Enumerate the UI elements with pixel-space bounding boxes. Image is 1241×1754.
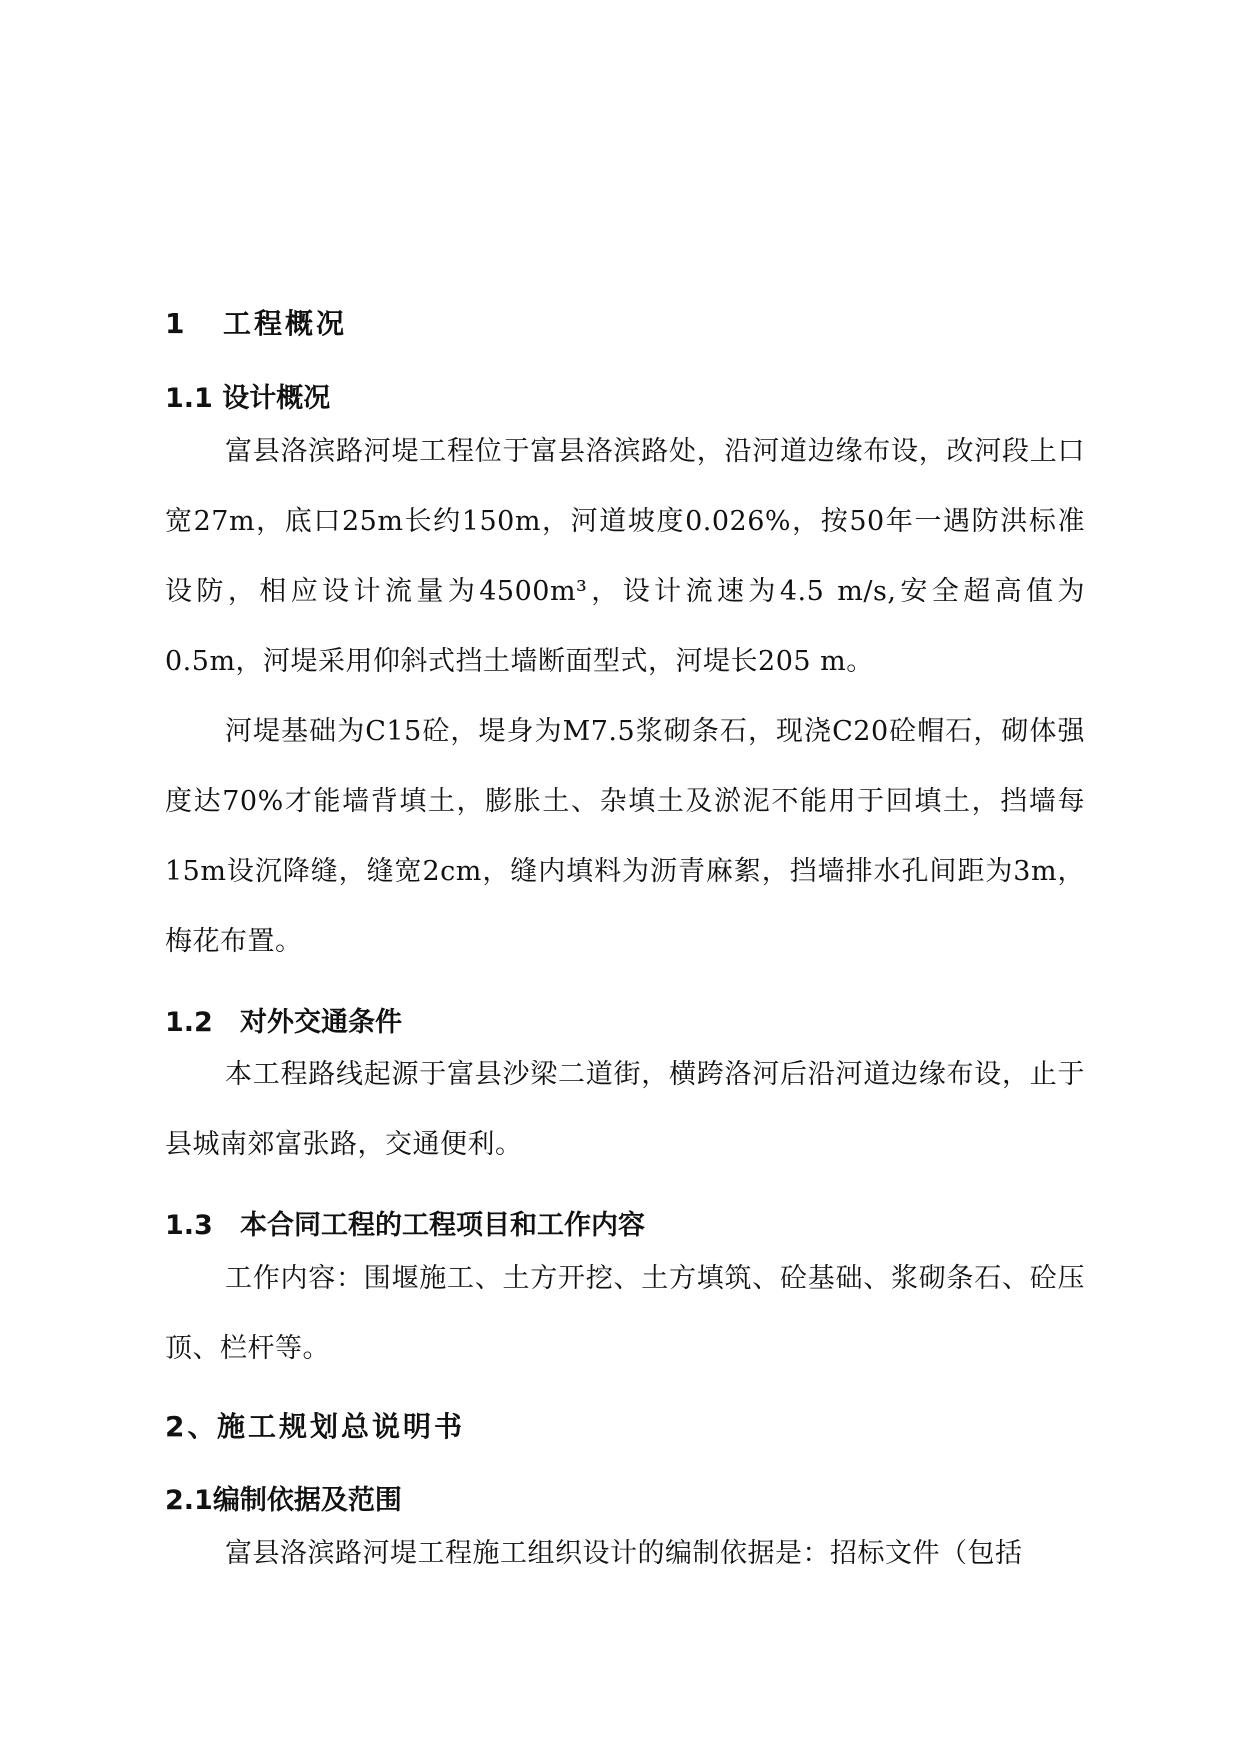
- section-1-1-paragraph-1: 富县洛滨路河堤工程位于富县洛滨路处，沿河道边缘布设，改河段上口宽27m，底口25m长约150m，河道坡度0.026%，按50年一遇防洪标准设防，相应设计流量为4500m³，设计流速为4.5 m/s,安全超高值为0.5m，河堤采用仰斜式挡土墙断面型式，河堤长205 m。: [165, 436, 1085, 677]
- section-1-heading: [165, 302, 1085, 342]
- section-1-2-title: 对外交通条件: [240, 1007, 402, 1038]
- section-2-heading: [165, 1405, 1085, 1445]
- section-1-3-paragraph: 工作内容：围堰施工、土方开挖、土方填筑、砼基础、浆砌条石、砼压顶、栏杆等。: [165, 1263, 1085, 1364]
- section-1-1-heading: 1.1 设计概况: [165, 383, 331, 414]
- section-2-1-paragraph: 富县洛滨路河堤工程施工组织设计的编制依据是：招标文件（包括: [225, 1538, 1023, 1569]
- section-1-1-paragraph-2: 河堤基础为C15砼，堤身为M7.5浆砌条石，现浇C20砼帽石，砌体强度达70%才能墙背填土，膨胀土、杂填土及淤泥不能用于回填土，挡墙每15m设沉降缝，缝宽2cm，缝内填料为沥青麻絮，挡墙排水孔间距为3m，梅花布置。: [165, 716, 1085, 957]
- section-2-1-heading: 2.1编制依据及范围: [165, 1485, 402, 1516]
- section-1-title: 工程概况: [223, 307, 348, 340]
- section-1-3-title: 本合同工程的工程项目和工作内容: [240, 1210, 645, 1241]
- section-1-2-paragraph: 本工程路线起源于富县沙梁二道街，横跨洛河后沿河道边缘布设，止于县城南郊富张路，交通便利。: [165, 1059, 1085, 1160]
- section-1-2-heading: [165, 1000, 1085, 1039]
- section-1-3-heading: [165, 1203, 1085, 1242]
- section-1-3-number: 1.3: [165, 1210, 213, 1241]
- section-1-number: 1: [165, 307, 188, 340]
- section-1-2-number: 1.2: [165, 1007, 213, 1038]
- section-2-title: 施工规划总说明书: [217, 1410, 466, 1443]
- section-2-number: 2、: [165, 1410, 219, 1443]
